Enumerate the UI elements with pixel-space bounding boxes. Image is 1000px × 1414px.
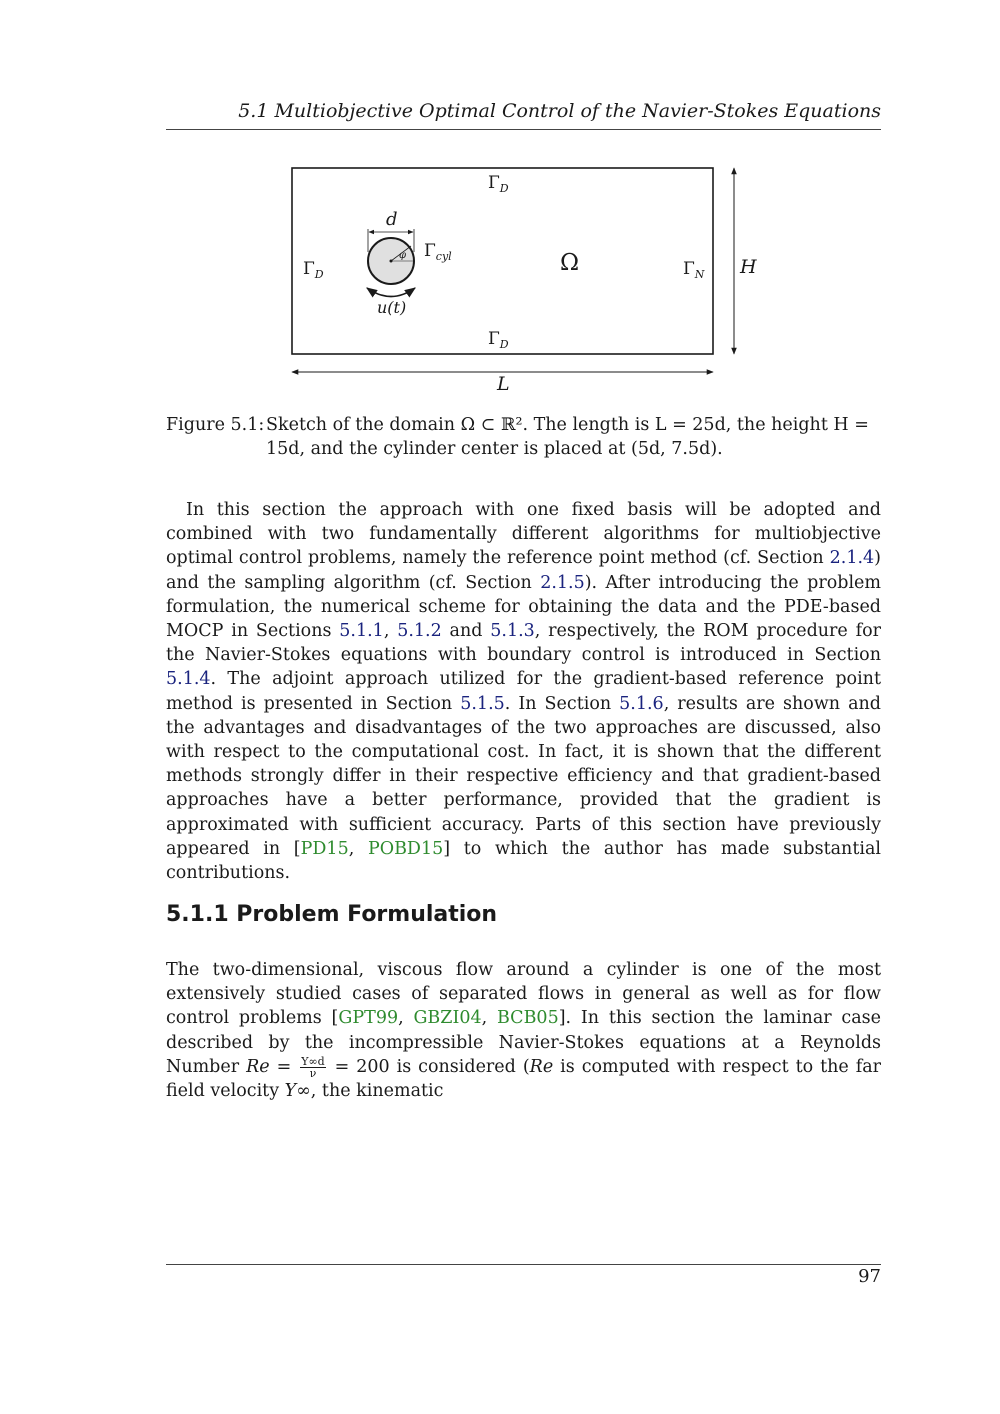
domain-sketch-figure (0, 0, 1000, 410)
diameter-label: d (386, 209, 398, 230)
ref-link[interactable]: 2.1.5 (540, 572, 585, 593)
cylinder-boundary-label: $\Gamma_{cyl}$ (424, 241, 452, 263)
domain-rectangle (292, 168, 713, 354)
control-label: u(t) (377, 298, 407, 317)
citation-link[interactable]: PD15 (300, 838, 349, 859)
ref-link[interactable]: 5.1.2 (397, 621, 442, 642)
citation-link[interactable]: GPT99 (338, 1008, 399, 1029)
domain-label: Ω (560, 250, 580, 276)
left-boundary-label: $\Gamma_D$ (303, 259, 324, 281)
ref-link[interactable]: 5.1.3 (490, 621, 535, 642)
ref-link[interactable]: 5.1.5 (460, 693, 505, 714)
intro-paragraph: In this section the approach with one fixed basis will be adopted and combined with two fundamentally different algorithms for multiobjective optimal control problems, namely the reference point method (cf. Section 2.1.4) and the sampling algorithm (cf. Section 2.1.5). After introducing the problem formulation, the numerical scheme for obtaining the data and the PDE-based MOCP in Sections 5.1.1, 5.1.2 and 5.1.3, respectively, the ROM procedure for the Navier-Stokes equations with boundary control is introduced in Section 5.1.4. The adjoint approach utilized for the gradient-based reference point method is presented in Section 5.1.5. In Section 5.1.6, results are shown and the advantages and disadvantages of the two approaches are discussed, also with respect to the computational cost. In fact, it is shown that the different methods strongly differ in their respective efficiency and that gradient-based approaches have a better performance, provided that the gradient is approximated with sufficient accuracy. Parts of this section have previously appeared in [PD15, POBD15] to which the author has made substantial contributions. (166, 500, 881, 884)
top-boundary-label: $\Gamma_D$ (488, 173, 509, 195)
citation-link[interactable]: POBD15 (367, 838, 444, 859)
right-boundary-label: $\Gamma_N$ (683, 259, 705, 281)
height-label: H (740, 256, 757, 278)
running-title: 5.1 Multiobjective Optimal Control of the Navier-Stokes Equations (238, 100, 881, 122)
bottom-boundary-label: $\Gamma_D$ (488, 329, 509, 351)
ref-link[interactable]: 5.1.1 (339, 621, 384, 642)
caption-label: Figure 5.1: (166, 415, 265, 435)
ref-link[interactable]: 2.1.4 (829, 548, 875, 569)
length-label: L (497, 373, 510, 395)
figure-caption (166, 413, 881, 461)
page-number: 97 (858, 1266, 881, 1287)
reynolds-fraction: $\frac{Y\infty d}{\nu}$ (301, 1054, 325, 1080)
ref-link[interactable]: 5.1.4 (166, 669, 211, 690)
footer-rule (166, 1264, 881, 1265)
citation-link[interactable]: BCB05 (497, 1008, 559, 1029)
section-heading: 5.1.1 Problem Formulation (166, 902, 498, 927)
rotation-arrow (367, 288, 415, 297)
problem-paragraph: The two-dimensional, viscous flow around a cylinder is one of the most extensively studied cases of separated flows in general as well as for flow control problems [GPT99, GBZI04, BCB05]. In this section the laminar case described by the incompressible Navier-Stokes equations at a Reynolds Number Re = $\frac{Y\infty d}{\nu}$ = 200 is considered (Re is computed with respect to the far field velocity Y∞, the kinematic (166, 960, 882, 1102)
citation-link[interactable]: GBZI04 (413, 1008, 482, 1029)
ref-link[interactable]: 5.1.6 (619, 693, 664, 714)
caption-text: Sketch of the domain Ω ⊂ ℝ². The length is L = 25d, the height H = 15d, and the cylinder center is placed at (5d, 7.5d). (266, 415, 869, 459)
angle-label: φ (399, 250, 407, 261)
